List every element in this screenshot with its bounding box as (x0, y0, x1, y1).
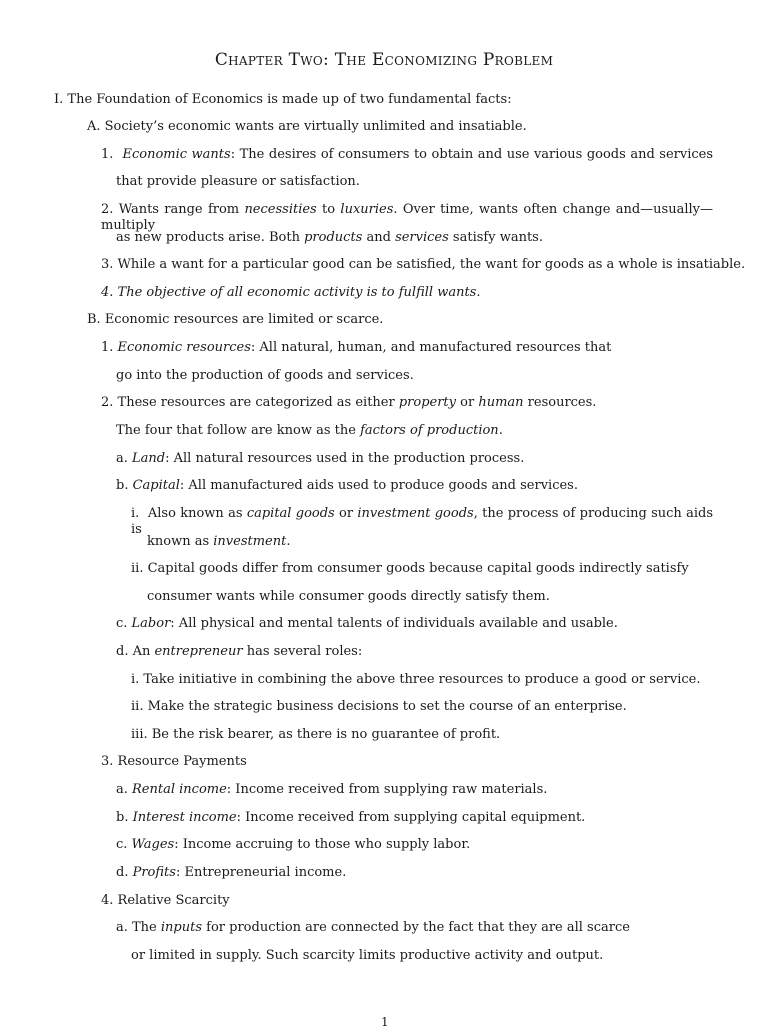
text-run: a. The (116, 920, 161, 935)
outline-line-ib3a (116, 782, 547, 798)
italic-term: human (478, 395, 524, 410)
text-run: b. (116, 810, 133, 825)
page-number: 1 (381, 1015, 389, 1029)
outline-line-ib2a (101, 395, 596, 411)
outline-line-ia3 (101, 257, 745, 273)
outline-line-ib1a (101, 340, 611, 356)
text-run: consumer wants while consumer goods directly satisfy them. (147, 589, 550, 604)
text-run: . Over time, wants often change and—usually—multiply (101, 202, 713, 233)
italic-term: Profits (132, 865, 176, 880)
text-run: 3. Resource Payments (101, 754, 247, 769)
text-run: : All physical and mental talents of individuals available and usable. (170, 616, 618, 631)
text-run: : Entrepreneurial income. (175, 865, 347, 880)
text-run: i. Also known as (131, 506, 247, 521)
italic-term: investment goods (357, 506, 474, 521)
outline-line-ia1b (116, 174, 360, 190)
text-run: d. (116, 865, 133, 880)
italic-term: 4. The objective of all economic activity is to fulfill wants. (101, 285, 481, 300)
text-run: 1. (101, 147, 123, 162)
text-run: for production are connected by the fact that they are all scarce (202, 920, 630, 935)
outline-line-ib2g (131, 561, 689, 577)
text-run: : All natural resources used in the production process. (165, 451, 525, 466)
text-run: A. Society’s economic wants are virtually unlimited and insatiable. (87, 119, 527, 134)
text-run: a. (116, 451, 133, 466)
text-run: c. (116, 837, 132, 852)
text-run: i. Take initiative in combining the above three resources to produce a good or service. (131, 672, 701, 687)
outline-line-ib3 (101, 754, 247, 770)
text-run: . (286, 534, 291, 549)
outline-line-ib1b (116, 368, 414, 384)
outline-line-ib2f (147, 534, 291, 550)
text-run: resources. (523, 395, 597, 410)
italic-term: Capital (132, 478, 180, 493)
text-run: ii. Make the strategic business decisions to set the course of an enterprise. (131, 699, 627, 714)
outline-line-ib2m (131, 727, 500, 743)
outline-line-ib (87, 312, 383, 328)
italic-term: investment (213, 534, 287, 549)
italic-term: inputs (160, 920, 203, 935)
text-run: and (362, 230, 396, 245)
italic-term: luxuries (340, 202, 394, 217)
text-run: or (456, 395, 479, 410)
text-run: or (334, 506, 358, 521)
italic-term: capital goods (246, 506, 335, 521)
italic-term: property (398, 395, 457, 410)
italic-term: entrepreneur (154, 644, 243, 659)
text-run: known as (147, 534, 214, 549)
italic-term: Economic wants (122, 147, 231, 162)
outline-line-ib3d (116, 865, 346, 881)
text-run: 4. Relative Scarcity (101, 893, 230, 908)
text-run: ii. Capital goods differ from consumer goods because capital goods indirectly satisfy (131, 561, 689, 576)
outline-line-ia4 (101, 285, 480, 301)
outline-line-ib2j (116, 644, 362, 660)
outline-line-ib4a (116, 920, 630, 936)
text-run: or limited in supply. Such scarcity limits productive activity and output. (131, 948, 604, 963)
text-run: a. (116, 782, 133, 797)
text-run: : Income received from supplying raw materials. (226, 782, 548, 797)
italic-term: Land (132, 451, 166, 466)
text-run: : The desires of consumers to obtain and use various goods and services (230, 147, 714, 162)
italic-term: Interest income (132, 810, 237, 825)
outline-line-ia (87, 119, 527, 135)
text-run: : Income received from supplying capital equipment. (236, 810, 586, 825)
italic-term: necessities (244, 202, 317, 217)
text-run: go into the production of goods and services. (116, 368, 414, 383)
text-run: iii. Be the risk bearer, as there is no guarantee of profit. (131, 727, 501, 742)
outline-line-ib2i (116, 616, 618, 632)
text-run: . (498, 423, 503, 438)
text-run: as new products arise. Both (116, 230, 305, 245)
outline-line-ib2c (116, 451, 524, 467)
outline-line-ib3c (116, 837, 470, 853)
outline-line-ib2k (131, 672, 700, 688)
text-run: : Income accruing to those who supply labor. (174, 837, 471, 852)
text-run: : All manufactured aids used to produce goods and services. (179, 478, 578, 493)
italic-term: Labor (131, 616, 171, 631)
italic-term: services (395, 230, 449, 245)
text-run: 2. Wants range from (101, 202, 245, 217)
text-run: d. An (116, 644, 155, 659)
outline-line-ib2l (131, 699, 627, 715)
outline-line-ia2b (116, 230, 543, 246)
text-run: b. (116, 478, 133, 493)
outline-line-ib4 (101, 893, 230, 909)
text-run: 3. While a want for a particular good can be satisfied, the want for goods as a whole is insatiable. (101, 257, 746, 272)
text-run: to (316, 202, 341, 217)
text-run: c. (116, 616, 132, 631)
outline-line-ib4b (131, 948, 603, 964)
italic-term: Rental income (132, 782, 227, 797)
text-run: I. The Foundation of Economics is made up of two fundamental facts: (54, 92, 512, 107)
outline-line-ib2b (116, 423, 503, 439)
text-run: : All natural, human, and manufactured resources that (250, 340, 612, 355)
chapter-title: Chapter Two: The Economizing Problem (214, 50, 554, 70)
text-run: 2. These resources are categorized as either (101, 395, 399, 410)
italic-term: factors of production (360, 423, 499, 438)
outline-line-ib2d (116, 478, 578, 494)
outline-line-ib2h (147, 589, 550, 605)
italic-term: products (304, 230, 363, 245)
outline-line-i (54, 92, 512, 108)
text-run: satisfy wants. (448, 230, 543, 245)
italic-term: Wages (131, 837, 175, 852)
italic-term: Economic resources (117, 340, 251, 355)
outline-line-ib3b (116, 810, 585, 826)
text-run: The four that follow are know as the (116, 423, 361, 438)
text-run: that provide pleasure or satisfaction. (116, 174, 360, 189)
text-run: , the process of producing such aids is (131, 506, 713, 537)
text-run: has several roles: (242, 644, 363, 659)
text-run: B. Economic resources are limited or scarce. (87, 312, 384, 327)
outline-line-ia1a (101, 147, 713, 163)
text-run: 1. (101, 340, 118, 355)
